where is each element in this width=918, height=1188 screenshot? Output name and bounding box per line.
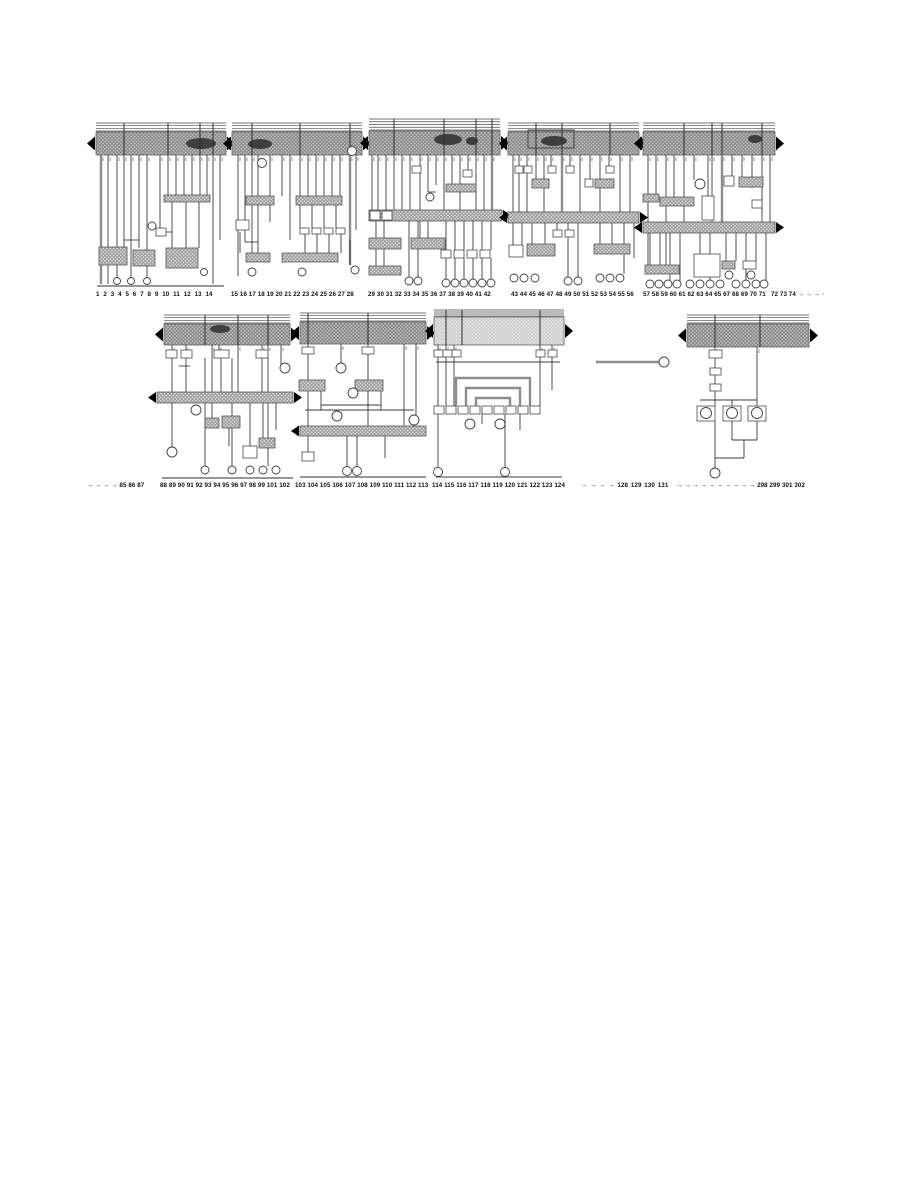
component-box [412,166,421,173]
relay-box [595,179,614,188]
continuation-arrow-icon [810,329,818,343]
relay-box [532,179,549,188]
track-numbers-15-28: 15 16 17 18 19 20 21 22 23 24 25 26 27 28 [231,291,354,298]
component-box [548,350,557,357]
continuation-arrow-icon [148,392,156,403]
terminal-circle [191,405,201,415]
component-box [752,200,762,208]
relay-box [299,380,325,391]
component-box [710,368,721,375]
component-box [443,350,452,357]
component-box [362,347,374,354]
track-numbers-103-113: 103 104 105 106 107 108 109 110 111 112 113 [295,482,429,489]
terminal-circle [336,363,346,373]
relay-box [246,196,274,205]
terminal-circle [298,268,306,276]
track-numbers-85-87-continuation: → → → → 85 86 87 [87,482,145,489]
band-component-blob [434,134,462,145]
band-component-blob [466,137,478,145]
continuation-arrow-icon [776,137,784,151]
terminal-circle [332,411,342,421]
terminal-circle [228,466,236,474]
relay-box [246,253,270,262]
continuation-arrow-icon [776,222,784,233]
panel-8 [425,310,573,477]
terminal-circle [148,222,156,230]
terminal-circle [405,277,413,285]
relay-box [296,196,342,205]
component-box [382,211,392,220]
terminal-circle [451,279,459,287]
relay-box [369,266,401,275]
panel-4 [499,123,648,285]
terminal-circle [686,280,694,288]
terminal-circle [606,274,614,282]
terminal-circle [348,147,357,156]
track-numbers-88-102: 88 89 90 91 92 93 94 95 96 97 98 99 101 102 [160,482,290,489]
terminal-circle [272,466,280,474]
terminal-circle [201,466,209,474]
component-box [506,406,516,414]
terminal-circle [353,467,362,476]
component-box [710,384,721,391]
continuation-arrow-icon [565,324,573,338]
component-box [553,230,562,237]
terminal-circle [655,280,663,288]
track-numbers-128-131-continuation: → → → → 128 129 130 131 [581,482,669,489]
component-box [454,250,464,258]
component-box [156,228,166,236]
terminal-circle [695,179,705,189]
panel-9 [596,315,818,478]
terminal-circle [716,280,724,288]
component-box [585,179,593,187]
terminal-circle [596,274,604,282]
relay-box [645,265,679,274]
terminal-circle [725,271,733,279]
track-numbers-29-42: 29 30 31 32 33 34 35 36 37 38 39 40 41 42 [368,291,491,298]
component-box [181,350,192,358]
terminal-circle [747,271,755,279]
component-box [458,406,468,414]
terminal-circle [664,280,672,288]
relay-box [527,244,555,256]
terminal-circle [487,279,495,287]
terminal-circle [727,408,738,419]
terminal-circle [531,274,539,282]
panel-2 [223,123,371,276]
terminal-circle [246,466,254,474]
band-component-blob [748,135,762,143]
component-box [467,250,477,258]
terminal-circle [510,274,518,282]
component-box [312,228,321,234]
track-numbers-298-302-continuation: → → → → → → → → → → 298 299 301 302 [676,482,806,489]
component-box [236,220,249,230]
panel-6 [148,315,302,478]
terminal-circle [701,408,712,419]
component-box [515,166,523,173]
terminal-circle [409,415,419,425]
component-box [606,166,614,173]
distribution-bar [164,195,210,202]
terminal-circle [710,468,720,478]
track-numbers-43-56: 43 44 45 46 47 48 49 50 51 52 53 54 55 56 [511,291,634,298]
band-component-blob [186,138,216,149]
terminal-circle [760,280,768,288]
component-box [536,350,545,357]
terminal-circle [280,363,290,373]
component-box [530,406,540,414]
continuation-arrow-icon [640,212,648,223]
band-component-blob [210,325,230,333]
component-box [694,254,720,277]
component-box [548,166,556,173]
track-numbers-1-14: 1 2 3 4 5 6 7 8 9 10 11 12 13 14 [96,291,213,298]
panel-7 [291,313,435,477]
band-component-blob [248,139,272,149]
relay-box [446,184,476,192]
relay-box [222,416,240,428]
component-box [243,446,257,458]
terminal-circle [248,268,256,276]
terminal-circle [616,274,624,282]
continuation-arrow-icon [678,329,686,343]
component-box [300,228,309,234]
distribution-bar [643,222,775,233]
component-box [434,406,444,414]
relay-box [355,380,383,391]
component-box [524,166,532,173]
relay-box [660,197,694,206]
component-box [441,250,451,258]
component-box [518,406,528,414]
relay-box [594,244,630,254]
terminal-circle [469,279,477,287]
component-box [566,166,574,173]
terminal-circle [659,357,669,367]
component-box [480,250,490,258]
component-box [709,350,722,358]
continuation-arrow-icon [294,392,302,403]
terminal-circle [167,447,177,457]
bus-band [369,131,500,155]
terminal-circle [706,280,714,288]
component-box [470,406,480,414]
relay-box [259,438,275,448]
component-box [702,196,714,220]
terminal-circle [258,159,267,168]
continuation-arrow-icon [291,426,299,437]
terminal-circle [564,277,572,285]
relay-box [282,253,338,262]
component-box [166,350,177,358]
terminal-circle [501,468,510,477]
component-box [302,452,314,461]
terminal-circle [259,466,267,474]
track-numbers-114-124: 114 115 116 117 118 119 120 121 122 123 124 [432,482,565,489]
relay-box [99,247,127,265]
component-box [302,347,314,354]
terminal-circle [742,280,750,288]
component-box [370,211,380,220]
terminal-circle [343,467,352,476]
distribution-bar [157,392,293,403]
terminal-circle [520,274,528,282]
terminal-circle [732,280,740,288]
bus-band [434,317,564,345]
terminal-circle [646,280,654,288]
terminal-circle [495,419,505,429]
relay-box [369,238,401,249]
component-box [256,350,268,358]
terminal-circle [201,269,208,276]
terminal-circle [426,193,434,201]
terminal-circle [478,279,486,287]
terminal-circle [128,278,135,285]
component-box [494,406,504,414]
wire-loop [476,398,510,406]
component-box [336,228,345,234]
bus-band [300,322,426,344]
component-box [724,176,734,186]
component-box [452,350,461,357]
band-component-blob [541,136,567,146]
component-box [509,245,523,257]
continuation-arrow-icon [155,328,163,342]
relay-box [739,177,763,187]
panel-5 [634,123,784,288]
relay-box [643,194,659,202]
continuation-arrow-icon [634,222,642,233]
continuation-arrow-icon [87,137,95,151]
component-box [324,228,333,234]
terminal-circle [114,278,121,285]
component-box [743,261,756,269]
component-box [482,406,492,414]
component-box [446,406,456,414]
terminal-circle [696,280,704,288]
relay-box [722,261,735,269]
terminal-circle [673,280,681,288]
relay-box [411,238,445,249]
relay-box [133,250,155,266]
component-box [463,170,472,177]
relay-box [166,248,198,268]
terminal-circle [752,408,763,419]
component-box [434,350,443,357]
relay-box [205,418,219,428]
track-numbers-57-71: 57 58 59 60 61 62 63 64 65 67 68 69 70 71 [643,291,766,298]
terminal-circle [144,278,151,285]
terminal-circle [752,280,760,288]
terminal-circle [442,279,450,287]
terminal-circle [434,468,443,477]
component-box [214,350,229,358]
terminal-circle [465,419,475,429]
component-box [565,230,574,237]
bus-band [687,324,809,347]
terminal-circle [574,277,582,285]
terminal-circle [348,388,358,398]
terminal-circle [460,279,468,287]
panel-3 [360,119,511,287]
track-numbers-72-74-continuation: 72 73 74 → → → · [771,291,825,298]
distribution-bar [508,212,639,223]
distribution-bar [300,426,426,436]
terminal-circle [351,266,359,274]
panel-1 [87,123,235,286]
terminal-circle [414,277,422,285]
